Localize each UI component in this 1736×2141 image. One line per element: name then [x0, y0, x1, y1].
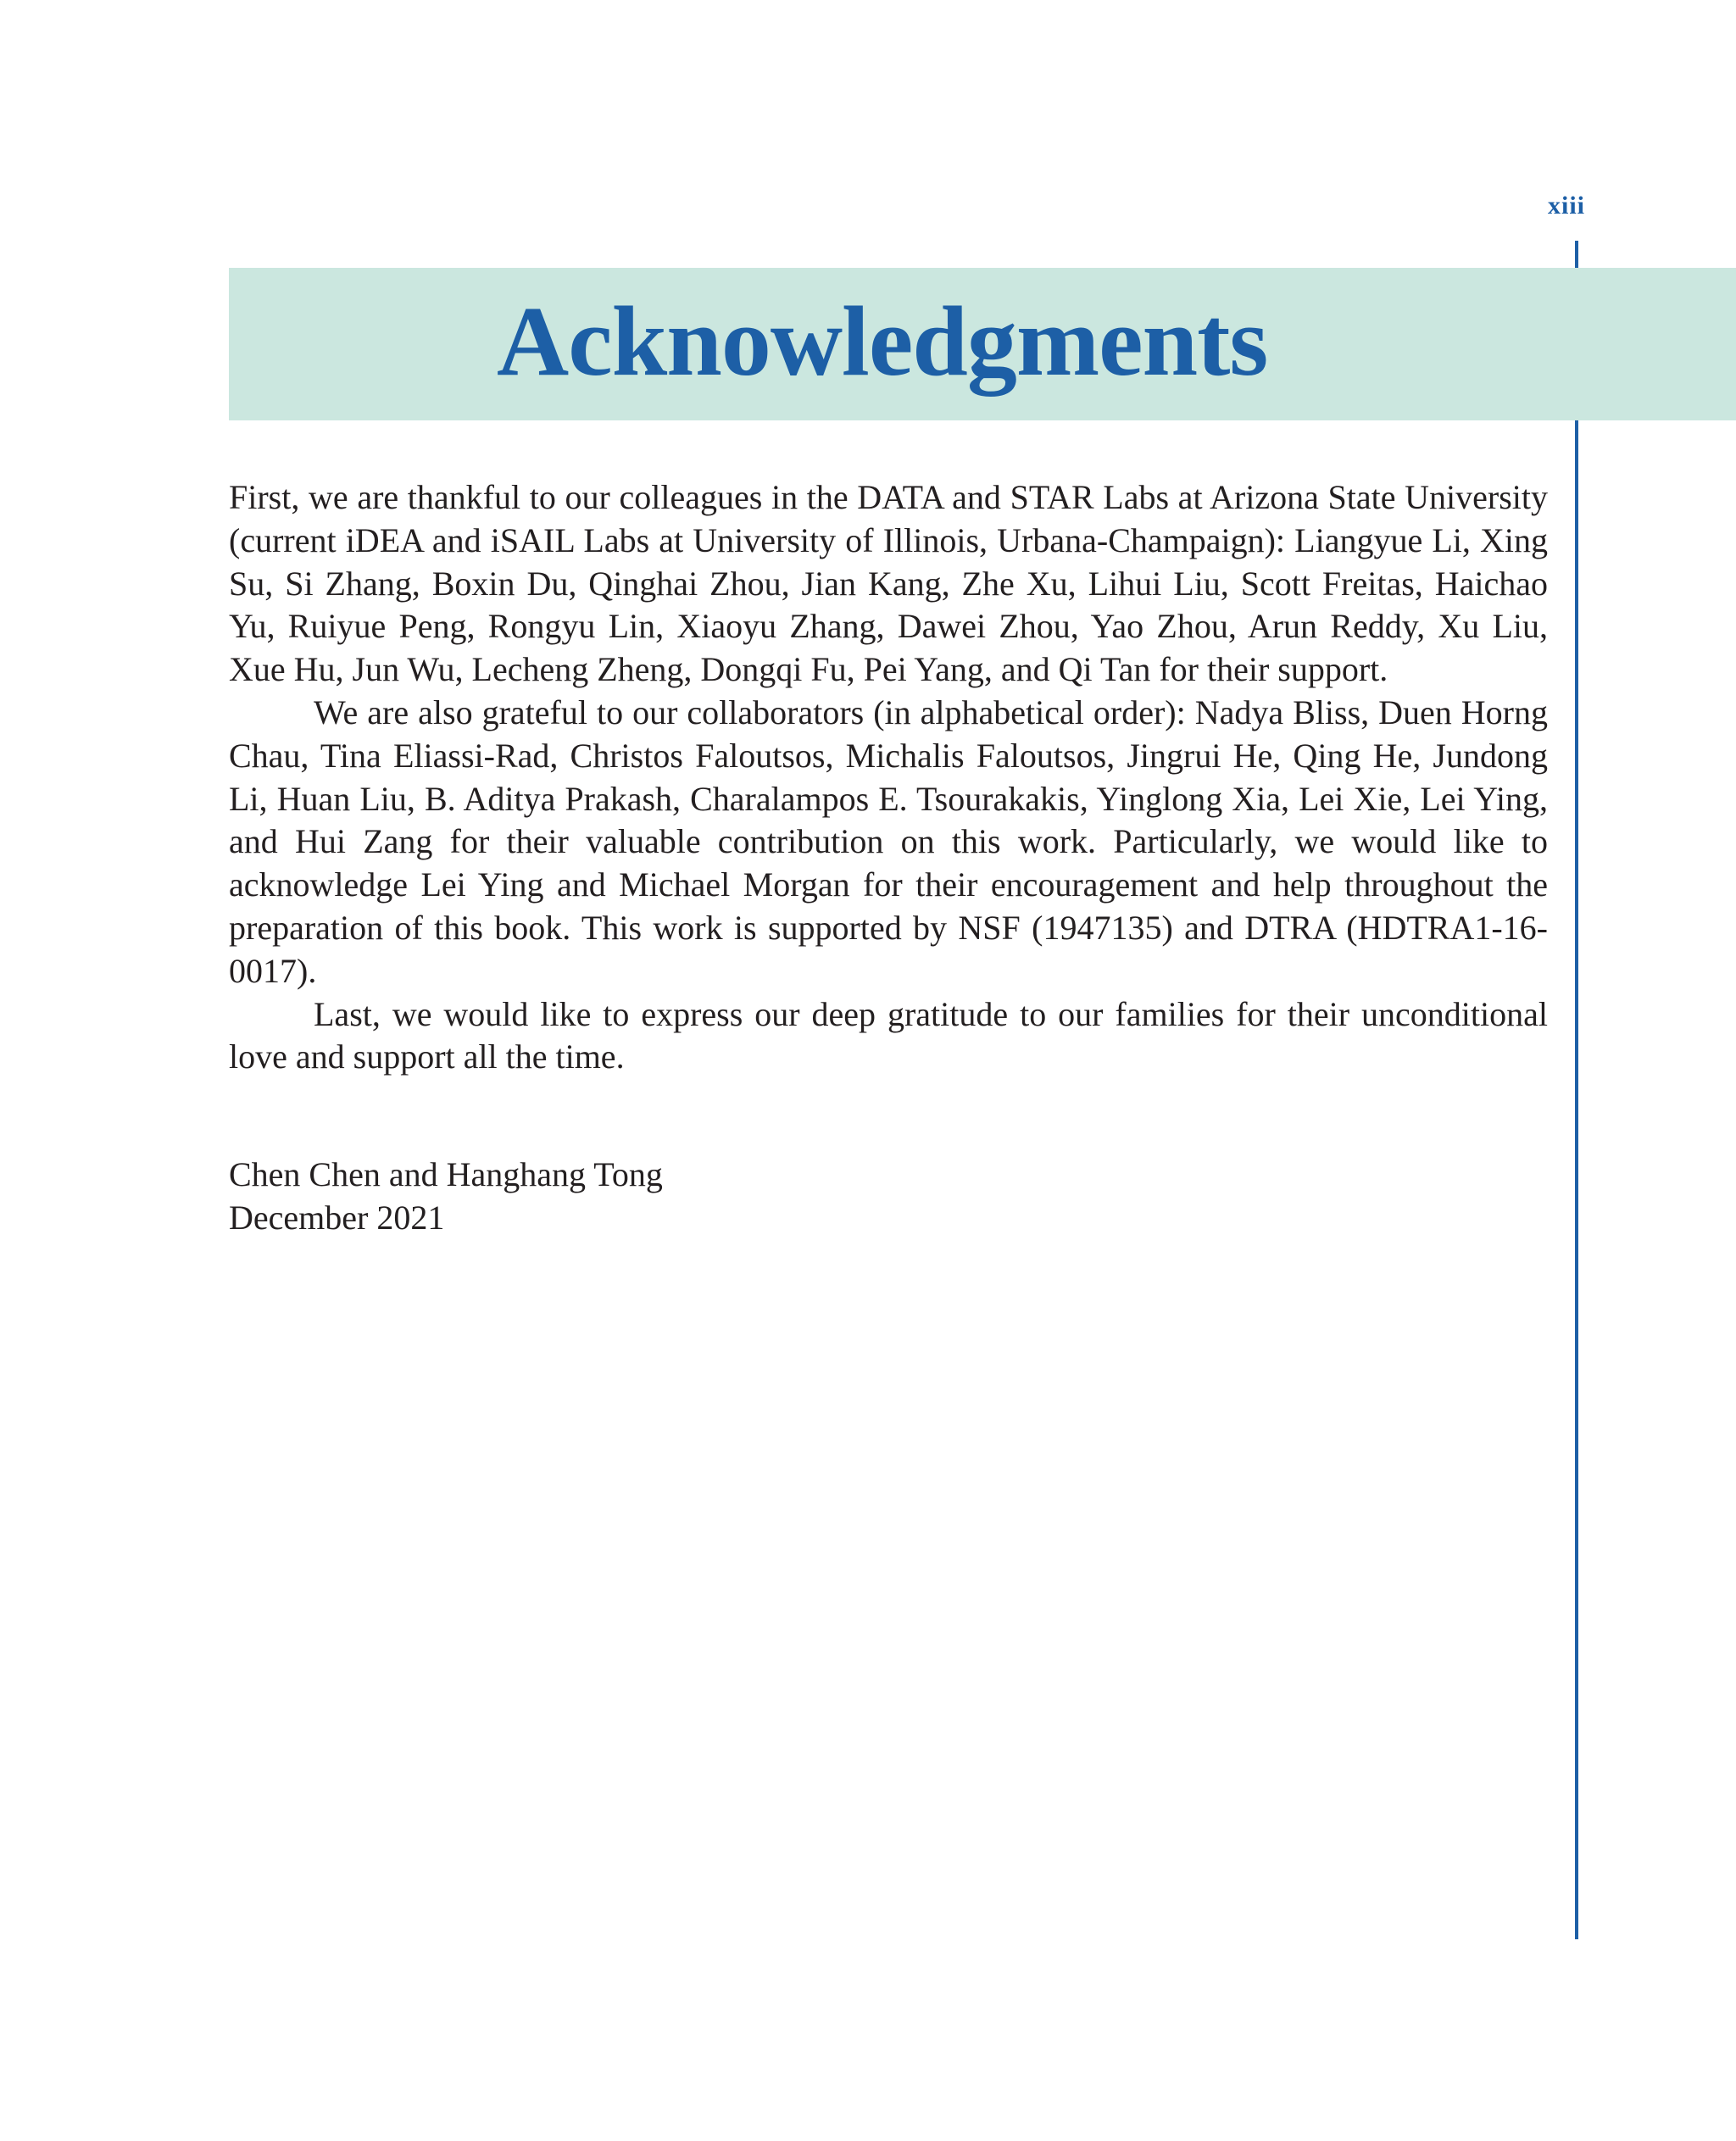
chapter-title: Acknowledgments [497, 286, 1268, 397]
acknowledgments-body [229, 476, 1548, 1079]
margin-rule [1575, 420, 1578, 1939]
signature-block [229, 1153, 1077, 1239]
signature-authors: Chen Chen and Hanghang Tong [229, 1155, 663, 1193]
title-band [229, 268, 1736, 420]
paragraph-colleagues: First, we are thankful to our colleagues in the DATA and STAR Labs at Arizona State University (current iDEA and iSAIL Labs at University of Illinois, Urbana-Champaign): Liangyue Li, Xing Su, Si Zhang, Boxin Du, Qinghai Zhou, Jian Kang, Zhe Xu, Lihui Liu, Scott Freitas, Haichao Yu, Ruiyue Peng, Rongyu Lin, Xiaoyu Zhang, Dawei Zhou, Yao Zhou, Arun Reddy, Xu Liu, Xue Hu, Jun Wu, Lecheng Zheng, Dongqi Fu, Pei Yang, and Qi Tan for their support. [229, 478, 1548, 689]
paragraph-collaborators: We are also grateful to our collaborators (in alphabetical order): Nadya Bliss, Duen Horng Chau, Tina Eliassi-Rad, Christos Faloutsos, Michalis Faloutsos, Jingrui He, Qing He, Jundong Li, Huan Liu, B. Aditya Prakash, Charalampos E. Tsourakakis, Yinglong Xia, Lei Xie, Lei Ying, and Hui Zang for their valuable contribution on this work. Particularly, we would like to acknowledge Lei Ying and Michael Morgan for their encouragement and help throughout the preparation of this book. This work is supported by NSF (1947135) and DTRA (HDTRA1-16-0017). [229, 692, 1548, 990]
page-number: xiii [1547, 192, 1585, 220]
margin-rule-top [1575, 241, 1578, 268]
paragraph-families: Last, we would like to express our deep gratitude to our families for their unconditional love and support all the time. [229, 994, 1548, 1076]
signature-date: December 2021 [229, 1198, 445, 1237]
